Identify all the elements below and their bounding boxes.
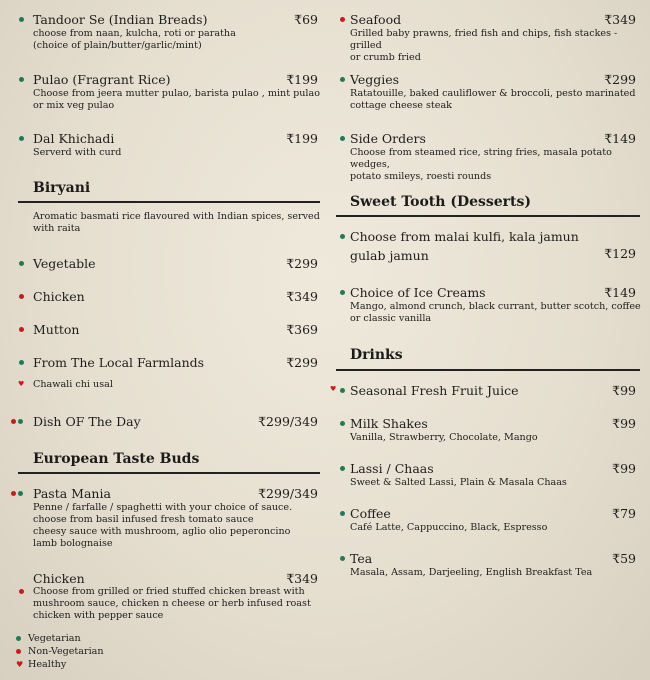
item-price: ₹149: [604, 131, 636, 146]
item-price: ₹299: [286, 355, 318, 370]
section-divider: [18, 201, 320, 203]
item-name-line2: gulab jamun: [350, 248, 429, 263]
item-price: ₹149: [604, 285, 636, 300]
item-price: ₹99: [612, 461, 636, 476]
veg-marker-icon: [340, 234, 345, 239]
healthy-heart-icon: ♥: [18, 380, 25, 388]
item-price: ₹99: [612, 383, 636, 398]
item-price: ₹349: [286, 289, 318, 304]
item-price: ₹349: [286, 571, 318, 586]
veg-marker-icon: [18, 491, 23, 496]
item-name: Side Orders: [350, 131, 426, 146]
item-name: Tea: [350, 551, 373, 566]
nonveg-marker-icon: [19, 327, 24, 332]
item-price: ₹299: [604, 72, 636, 87]
veg-marker-icon: [19, 261, 24, 266]
item-name: Seasonal Fresh Fruit Juice: [350, 383, 519, 398]
section-divider: [336, 215, 640, 217]
item-description: Ratatouille, baked cauliflower & broccoli, pesto marinated cottage cheese steak: [350, 88, 636, 111]
item-name: Vegetable: [33, 256, 96, 271]
item-price: ₹59: [612, 551, 636, 566]
item-description: Sweet & Salted Lassi, Plain & Masala Chaas: [350, 477, 567, 488]
section-title-european: European Taste Buds: [33, 451, 200, 467]
item-description: Vanilla, Strawberry, Chocolate, Mango: [350, 432, 538, 443]
veg-marker-icon: [19, 77, 24, 82]
item-price: ₹199: [286, 131, 318, 146]
item-description: Penne / farfalle / spaghetti with your choice of sauce. choose from basil infused fresh tomato sauce cheesy sauce with mushroom, aglio olio peperoncino lamb bolognaise: [33, 502, 293, 549]
item-description: Café Latte, Cappuccino, Black, Espresso: [350, 522, 548, 533]
nonveg-marker-icon: [16, 649, 21, 654]
item-price: ₹349: [604, 12, 636, 27]
section-title-desserts: Sweet Tooth (Desserts): [350, 194, 532, 210]
veg-marker-icon: [16, 636, 21, 641]
item-description: choose from naan, kulcha, roti or paratha (choice of plain/butter/garlic/mint): [33, 28, 236, 51]
nonveg-marker-icon: [340, 17, 345, 22]
healthy-heart-icon: ♥: [16, 660, 24, 669]
veg-marker-icon: [340, 556, 345, 561]
section-title-drinks: Drinks: [350, 347, 403, 363]
item-description: Choose from steamed rice, string fries, masala potato wedges, potato smileys, roesti rounds: [350, 147, 612, 182]
item-name: From The Local Farmlands: [33, 355, 205, 370]
item-description: Choose from grilled or fried stuffed chicken breast with mushroom sauce, chicken n cheese or herb infused roast chicken with pepper sauce: [33, 586, 311, 621]
item-price: ₹199: [286, 72, 318, 87]
item-name: Pulao (Fragrant Rice): [33, 72, 171, 87]
item-name: Chicken: [33, 289, 85, 304]
section-divider: [18, 472, 320, 474]
veg-marker-icon: [19, 136, 24, 141]
item-name: Seafood: [350, 12, 402, 27]
veg-marker-icon: [19, 17, 24, 22]
item-price: ₹299/349: [258, 414, 318, 429]
section-divider: [336, 369, 640, 371]
item-description: Choose from jeera mutter pulao, barista pulao , mint pulao or mix veg pulao: [33, 88, 320, 111]
item-name: Choose from malai kulfi, kala jamun: [350, 229, 579, 244]
item-price: ₹129: [604, 246, 636, 261]
item-price: ₹79: [612, 506, 636, 521]
nonveg-marker-icon: [11, 419, 16, 424]
veg-marker-icon: [340, 466, 345, 471]
veg-marker-icon: [340, 77, 345, 82]
nonveg-marker-icon: [19, 294, 24, 299]
item-name: Choice of Ice Creams: [350, 285, 486, 300]
item-name: Chawali chi usal: [33, 379, 113, 390]
item-name: Dal Khichadi: [33, 131, 115, 146]
item-name: Veggies: [350, 72, 400, 87]
item-name: Lassi / Chaas: [350, 461, 434, 476]
veg-marker-icon: [18, 419, 23, 424]
item-price: ₹369: [286, 322, 318, 337]
item-price: ₹69: [294, 12, 318, 27]
veg-marker-icon: [340, 511, 345, 516]
nonveg-marker-icon: [11, 491, 16, 496]
veg-marker-icon: [340, 421, 345, 426]
item-price: ₹299: [286, 256, 318, 271]
item-name: Dish OF The Day: [33, 414, 141, 429]
item-description: Masala, Assam, Darjeeling, English Breakfast Tea: [350, 567, 593, 578]
veg-marker-icon: [19, 360, 24, 365]
item-name: Milk Shakes: [350, 416, 428, 431]
item-price: ₹299/349: [258, 486, 318, 501]
veg-marker-icon: [340, 388, 345, 393]
item-description: Serverd with curd: [33, 147, 122, 158]
item-price: ₹99: [612, 416, 636, 431]
item-name: Mutton: [33, 322, 80, 337]
item-name: Tandoor Se (Indian Breads): [33, 12, 208, 27]
item-name: Chicken: [33, 571, 85, 586]
section-title-biryani: Biryani: [33, 180, 91, 196]
item-description: Mango, almond crunch, black currant, butter scotch, coffee or classic vanilla: [350, 301, 641, 324]
item-name: Pasta Mania: [33, 486, 111, 501]
item-description: Grilled baby prawns, fried fish and chips, fish stackes - grilled or crumb fried: [350, 28, 618, 63]
nonveg-marker-icon: [19, 589, 24, 594]
item-name: Coffee: [350, 506, 391, 521]
veg-marker-icon: [340, 290, 345, 295]
veg-marker-icon: [340, 136, 345, 141]
healthy-heart-icon: ♥: [330, 385, 337, 393]
